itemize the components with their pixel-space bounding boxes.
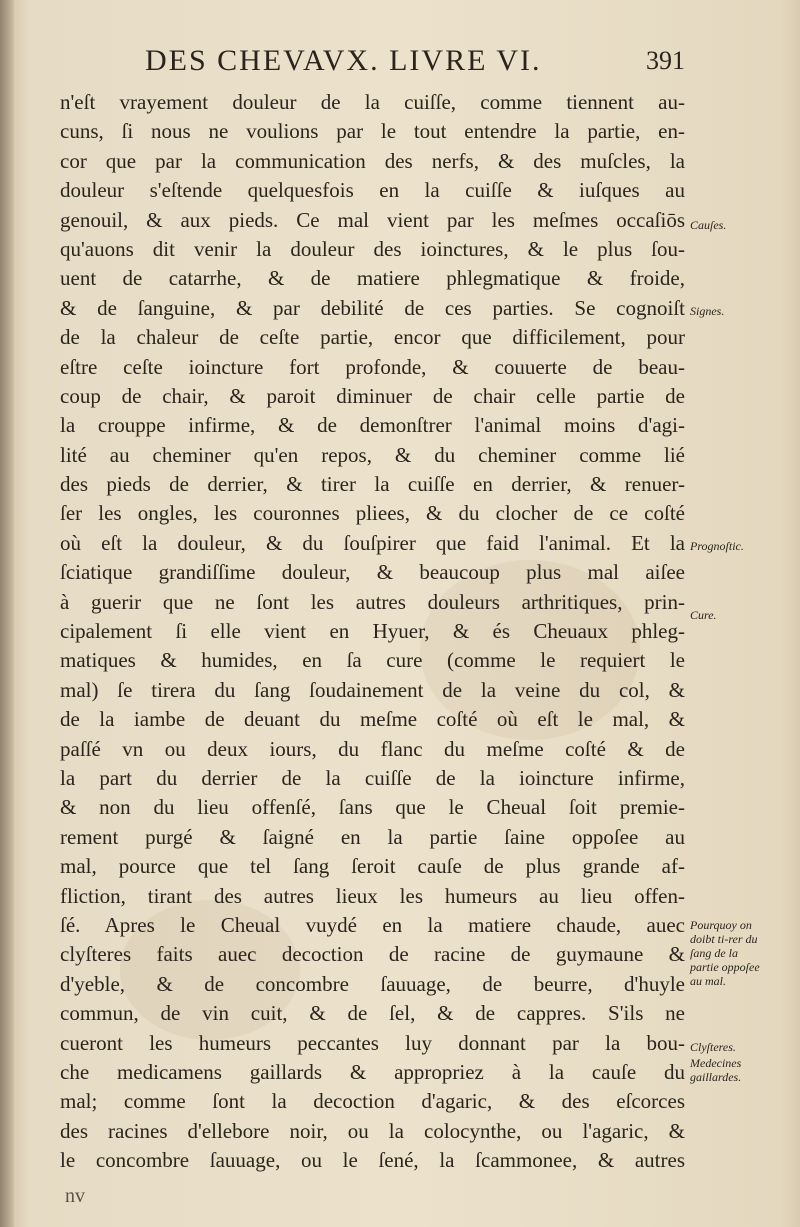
text-line: paſſé vn ou deux iours, du flanc du meſme coſté & de [60,736,685,761]
text-line: eſtre ceſte ioincture fort profonde, & couuerte de beau- [60,354,685,379]
text-line: le concombre ſauuage, ou le ſené, la ſcammonee, & autres [60,1148,685,1173]
text-line: ſer les ongles, les couronnes pliees, & du clocher de ce coſté [60,501,685,526]
text-line: che medicamens gaillards & appropriez à la cauſe du [60,1059,685,1084]
page-header [145,44,685,84]
text-line: coup de chair, & paroit diminuer de chair celle partie de [60,383,685,408]
text-line: qu'auons dit venir la douleur des ioinctures, & le plus ſou- [60,236,685,261]
marginal-note-signs: Signes. [690,304,725,318]
text-line: de la iambe de deuant du meſme coſté où eſt le mal, & [60,707,685,732]
text-line: à guerir que ne ſont les autres douleurs arthritiques, prin- [60,589,685,614]
page-number: 391 [646,46,685,75]
text-line: cor que par la communication des nerfs, & des muſcles, la [60,148,685,173]
marginal-note-cure: Cure. [690,608,717,622]
text-line: n'eſt vrayement douleur de la cuiſſe, comme tiennent au- [60,90,685,114]
text-line: des pieds de derrier, & tirer la cuiſſe en derrier, & renuer- [60,472,685,497]
text-line: douleur s'eſtende quelquesfois en la cuiſſe & iuſques au [60,178,685,203]
text-line: rement purgé & ſaigné en la partie ſaine oppoſee au [60,824,685,849]
marginal-note-causes: Cauſes. [690,218,727,232]
marginal-note-clysters: Clyſteres. [690,1040,736,1054]
text-line: mal, pource que tel ſang ſeroit cauſe de plus grande af- [60,854,685,879]
text-line: genouil, & aux pieds. Ce mal vient par les meſmes occaſiōs [60,207,685,232]
text-line: fliction, tirant des autres lieux les humeurs au lieu offen- [60,883,685,908]
text-line: de la chaleur de ceſte partie, encor que difficilement, pour [60,325,685,350]
text-line: & non du lieu offenſé, ſans que le Cheual ſoit premie- [60,795,685,820]
marginal-note-bleeding: Pourquoy on doibt ti-rer du ſang de la partie oppoſee au mal. [690,918,760,988]
page-binding-edge [0,0,14,1227]
text-line: mal; comme ſont la decoction d'agaric, & des eſcorces [60,1089,685,1114]
text-line: mal) ſe tirera du ſang ſoudainement de la veine du col, & [60,677,685,702]
text-line: des racines d'ellebore noir, ou la colocynthe, ou l'agaric, & [60,1118,685,1143]
text-line: commun, de vin cuit, & de ſel, & de cappres. S'ils ne [60,1001,685,1026]
text-line: où eſt la douleur, & du ſouſpirer que faid l'animal. Et la [60,530,685,555]
text-line: la crouppe infirme, & de demonſtrer l'animal moins d'agi- [60,413,685,438]
marginal-note-medicines: Medecines gaillardes. [690,1056,742,1084]
text-line: & de ſanguine, & par debilité de ces parties. Se cognoiſt [60,295,685,320]
main-text [60,88,685,1175]
signature-mark: nv [65,1185,85,1207]
text-line: uent de catarrhe, & de matiere phlegmatique & froide, [60,266,685,291]
running-title: DES CHEVAVX. LIVRE VI. [145,44,542,77]
text-line: cuns, ſi nous ne voulions par le tout entendre la partie, en- [60,119,685,144]
text-line: ſé. Apres le Cheual vuydé en la matiere chaude, auec [60,912,685,937]
text-line: la part du derrier de la cuiſſe de la ioincture infirme, [60,765,685,790]
text-line: cipalement ſi elle vient en Hyuer, & és Cheuaux phleg- [60,619,685,644]
text-line: cueront les humeurs peccantes luy donnant par la bou- [60,1030,685,1055]
marginal-note-prognostic: Prognoſtic. [690,539,744,553]
text-line: clyſteres faits auec decoction de racine de guymaune & [60,942,685,967]
text-line: ſciatique grandiſſime douleur, & beaucoup plus mal aiſee [60,560,685,585]
text-line: d'yeble, & de concombre ſauuage, de beurre, d'huyle [60,971,685,996]
text-line: lité au cheminer qu'en repos, & du cheminer comme lié [60,442,685,467]
text-line: matiques & humides, en ſa cure (comme le requiert le [60,648,685,673]
